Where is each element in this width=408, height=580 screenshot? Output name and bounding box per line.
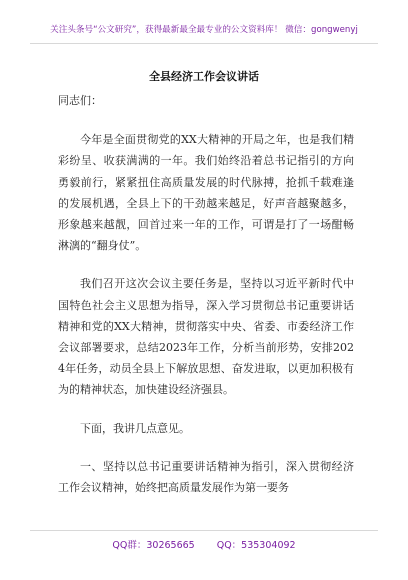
footer-contact: [0, 537, 408, 551]
header-divider: [30, 43, 378, 44]
footer-qq: QQ：535304092: [216, 540, 296, 551]
paragraph-3: 下面，我讲几点意见。: [80, 421, 190, 435]
footer-qq-group: QQ群：30265665: [112, 540, 195, 551]
document-body: [58, 90, 354, 515]
footer-divider: [30, 530, 378, 531]
header-banner-text: 关注头条号“公文研究”，获得最新最全最专业的公文资料库！ 微信：gongwenyj: [50, 25, 358, 35]
paragraph-2: 我们召开这次会议主要任务是，坚持以习近平新时代中国特色社会主义思想为指导，深入学习贯彻总书记重要讲话精神和党的XX大精神，贯彻落实中央、省委、市委经济工作会议部署要求，总结2023年工作，分析当前形势，安排2024年任务，动员全县上下解放思想、奋发进取，以更加积极有为的精神状态，加快建设经济强县。: [58, 277, 354, 397]
document-title: 全县经济工作会议讲话: [149, 70, 259, 83]
paragraph-1: 今年是全面贯彻党的XX大精神的开局之年，也是我们精彩纷呈、收获满满的一年。我们始终沿着总书记指引的方向勇毅前行，紧紧扭住高质量发展的时代脉搏，抢抓千载难逢的发展机遇，全县上下的干劲越来越足，好声音越聚越多，形象越来越靓，回首过来一年的工作，可谓是打了一场酣畅淋漓的“翻身仗”。: [58, 133, 354, 253]
paragraph-4: 一、坚持以总书记重要讲话精神为指引，深入贯彻经济工作会议精神，始终把高质量发展作为第一要务: [58, 459, 354, 495]
salutation: 同志们：: [58, 94, 102, 107]
